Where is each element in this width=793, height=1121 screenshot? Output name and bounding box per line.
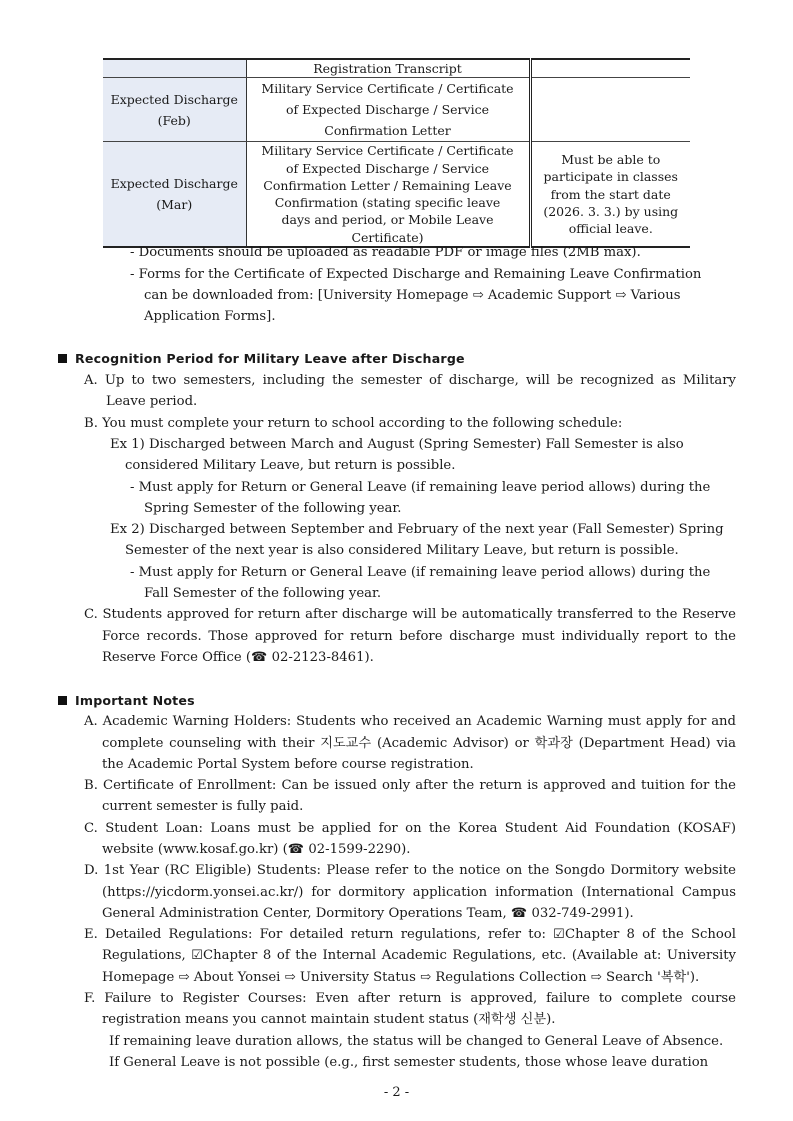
required-documents-table	[103, 58, 690, 248]
upload-note: can be downloaded from: [University Homepage ⇨ Academic Support ⇨ Various	[144, 288, 681, 303]
table-row	[103, 78, 690, 142]
recognition-line: C. Students approved for return after discharge will be automatically transferred to the Reserve	[84, 607, 736, 622]
notes-line: the Academic Portal System before course registration.	[102, 757, 474, 772]
notes-line: D. 1st Year (RC Eligible) Students: Please refer to the notice on the Songdo Dormitory website	[84, 863, 736, 878]
label-line: (Mar)	[156, 197, 193, 213]
recognition-line: A. Up to two semesters, including the semester of discharge, will be recognized as Military	[84, 373, 736, 388]
doc-line: Military Service Certificate / Certificate	[261, 143, 514, 159]
notes-line: E. Detailed Regulations: For detailed return regulations, refer to: ☑Chapter 8 of the School	[84, 927, 736, 942]
notes-line: If General Leave is not possible (e.g., first semester students, those whose leave duration	[109, 1055, 709, 1070]
table-row	[103, 142, 690, 247]
table-row	[103, 59, 690, 78]
recognition-line: - Must apply for Return or General Leave (if remaining leave period allows) during the	[130, 565, 711, 580]
upload-note: - Forms for the Certificate of Expected Discharge and Remaining Leave Confirmation	[130, 267, 702, 282]
recognition-line: considered Military Leave, but return is possible.	[125, 458, 456, 473]
notes-line: (https://yicdorm.yonsei.ac.kr/) for dormitory application information (International Campus	[102, 885, 736, 900]
upload-note: - Documents should be uploaded as readable PDF or image files (2MB max).	[130, 245, 641, 260]
notes-line: website (www.kosaf.go.kr) (☎ 02-1599-2290).	[102, 842, 411, 857]
notes-line: complete counseling with their 지도교수 (Academic Advisor) or 학과장 (Department Head) via	[102, 736, 736, 751]
recognition-line: Force records. Those approved for return before discharge must individually report to the	[102, 629, 736, 644]
page-number: - 2 -	[383, 1085, 410, 1100]
doc-line: days and period, or Mobile Leave	[281, 212, 494, 228]
row-documents: Registration Transcript	[246, 59, 530, 78]
recognition-line: Reserve Force Office (☎ 02-2123-8461).	[102, 650, 374, 665]
recognition-line: Ex 2) Discharged between September and February of the next year (Fall Semester) Spring	[110, 522, 724, 537]
section-heading-important-notes	[58, 693, 195, 708]
notes-line: B. Certificate of Enrollment: Can be issued only after the return is approved and tuition for the	[84, 778, 736, 793]
recognition-line: - Must apply for Return or General Leave (if remaining leave period allows) during the	[130, 480, 711, 495]
note-line: from the start date	[550, 186, 671, 202]
doc-line: Confirmation (stating specific leave	[274, 195, 501, 211]
notes-line: General Administration Center, Dormitory Operations Team, ☎ 032-749-2991).	[102, 906, 634, 921]
recognition-line: Semester of the next year is also considered Military Leave, but return is possible.	[125, 543, 679, 558]
doc-line: Confirmation Letter	[324, 123, 451, 139]
square-bullet-icon	[58, 696, 67, 705]
label-line: Expected Discharge	[110, 91, 238, 107]
doc-line: of Expected Discharge / Service	[286, 160, 489, 176]
section-title: Recognition Period for Military Leave after Discharge	[75, 351, 465, 366]
label-line: (Feb)	[157, 112, 191, 128]
notes-line: Homepage ⇨ About Yonsei ⇨ University Status ⇨ Regulations Collection ⇨ Search '복학').	[102, 970, 700, 985]
notes-line: C. Student Loan: Loans must be applied for on the Korea Student Aid Foundation (KOSAF)	[84, 821, 736, 836]
notes-line: Regulations, ☑Chapter 8 of the Internal Academic Regulations, etc. (Available at: University	[102, 948, 736, 963]
section-heading-recognition	[58, 351, 465, 366]
recognition-line: Spring Semester of the following year.	[144, 501, 402, 516]
recognition-line: Fall Semester of the following year.	[144, 586, 382, 601]
notes-line: If remaining leave duration allows, the status will be changed to General Leave of Absence.	[109, 1034, 724, 1049]
doc-line: of Expected Discharge / Service	[286, 102, 489, 118]
recognition-line: B. You must complete your return to school according to the following schedule:	[84, 416, 623, 431]
doc-line: Confirmation Letter / Remaining Leave	[263, 177, 512, 193]
square-bullet-icon	[58, 354, 67, 363]
note-line: official leave.	[568, 221, 653, 237]
row-label	[103, 142, 246, 247]
notes-line: A. Academic Warning Holders: Students who received an Academic Warning must apply for and	[84, 714, 736, 729]
note-line: Must be able to	[561, 151, 661, 167]
recognition-line: Ex 1) Discharged between March and August (Spring Semester) Fall Semester is also	[110, 437, 684, 452]
doc-line: Military Service Certificate / Certificate	[261, 81, 514, 97]
note-line: (2026. 3. 3.) by using	[543, 203, 679, 219]
row-label	[103, 59, 246, 78]
row-note	[530, 78, 690, 142]
row-note	[530, 59, 690, 78]
section-title: Important Notes	[75, 693, 195, 708]
doc-line: Certificate)	[351, 229, 424, 245]
row-label	[103, 78, 246, 142]
recognition-line: Leave period.	[106, 394, 198, 409]
row-note	[530, 142, 690, 247]
row-documents	[246, 78, 530, 142]
label-line: Expected Discharge	[110, 176, 238, 192]
notes-line: registration means you cannot maintain student status (재학생 신분).	[102, 1012, 556, 1027]
notes-line: F. Failure to Register Courses: Even after return is approved, failure to complete course	[84, 991, 736, 1006]
row-documents	[246, 142, 530, 247]
upload-note: Application Forms].	[144, 309, 276, 324]
note-line: participate in classes	[543, 169, 678, 185]
notes-line: current semester is fully paid.	[102, 799, 304, 814]
